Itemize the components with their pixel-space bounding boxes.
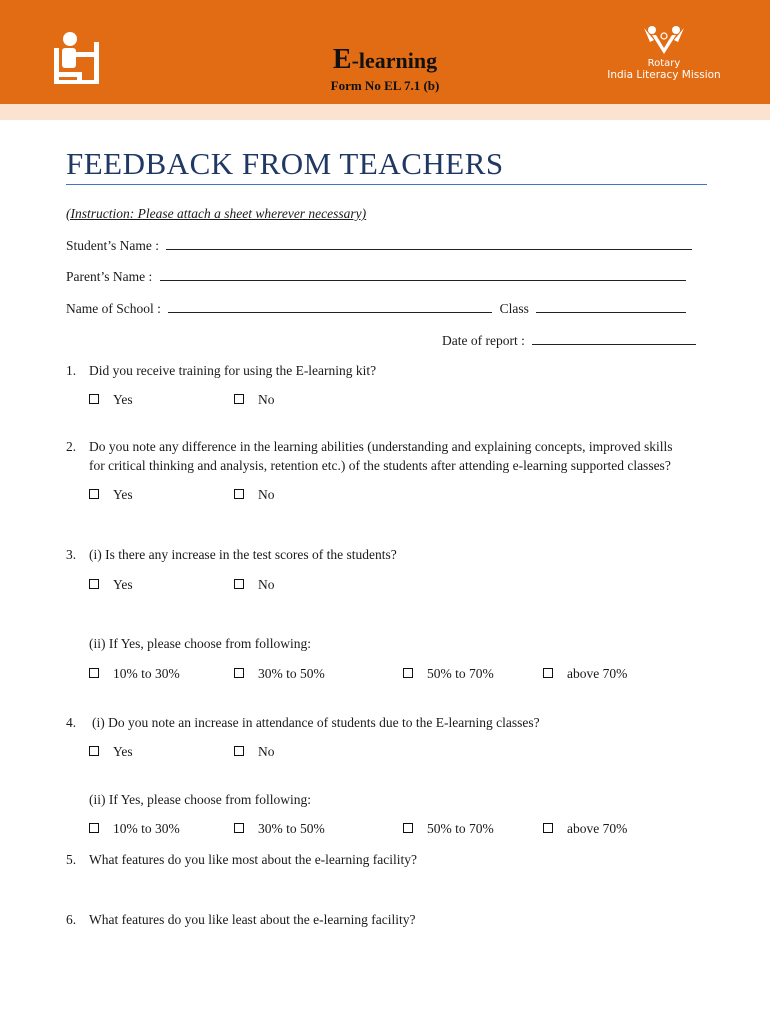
q3-range-option[interactable] — [89, 666, 180, 682]
q1-no-option[interactable] — [234, 392, 275, 408]
title-divider — [66, 184, 707, 185]
school-name-field[interactable] — [168, 300, 492, 313]
q2-no-option[interactable] — [234, 487, 275, 503]
parent-name-row — [66, 268, 686, 285]
question-3-text: (i) Is there any increase in the test scores of the students? — [89, 547, 397, 562]
checkbox-icon[interactable] — [543, 823, 553, 833]
date-row — [442, 332, 696, 349]
question-2-text-cont: for critical thinking and analysis, retention etc.) of the students after attending e-learning supported classes? — [89, 458, 671, 473]
q4-yes-option[interactable] — [89, 744, 133, 760]
question-1-text: Did you receive training for using the E-learning kit? — [89, 363, 377, 378]
checkbox-icon[interactable] — [403, 823, 413, 833]
school-name-label: Name of School : — [66, 301, 161, 316]
q4-range-option[interactable] — [543, 821, 627, 837]
option-label: No — [258, 487, 275, 502]
checkbox-icon[interactable] — [234, 489, 244, 499]
checkbox-icon[interactable] — [89, 823, 99, 833]
school-name-row — [66, 300, 686, 317]
option-label: above 70% — [567, 821, 628, 836]
question-number: 4. — [66, 715, 77, 730]
q3-yes-option[interactable] — [89, 577, 133, 593]
q4-no-option[interactable] — [234, 744, 275, 760]
q4-range-option[interactable] — [403, 821, 494, 837]
option-label: No — [258, 577, 275, 592]
form-number: Form No EL 7.1 (b) — [330, 78, 440, 93]
q3-no-option[interactable] — [234, 577, 275, 593]
question-4-subtext: (ii) If Yes, please choose from following: — [89, 792, 311, 807]
rotary-name: Rotary — [647, 58, 681, 69]
student-name-field[interactable] — [166, 237, 692, 250]
option-label: 10% to 30% — [113, 666, 180, 681]
option-label: No — [258, 744, 275, 759]
option-label: 30% to 50% — [258, 821, 325, 836]
rotary-mission: India Literacy Mission — [607, 69, 721, 81]
q4-range-option[interactable] — [89, 821, 180, 837]
option-label: 30% to 50% — [258, 666, 325, 681]
q3-range-option[interactable] — [403, 666, 494, 682]
header-title-rest: -learning — [351, 48, 438, 73]
option-label: Yes — [113, 487, 133, 502]
option-label: No — [258, 392, 275, 407]
checkbox-icon[interactable] — [234, 394, 244, 404]
option-label: above 70% — [567, 666, 628, 681]
class-label: Class — [499, 301, 529, 316]
question-number: 2. — [66, 439, 77, 454]
checkbox-icon[interactable] — [234, 668, 244, 678]
q3-range-option[interactable] — [234, 666, 325, 682]
checkbox-icon[interactable] — [89, 668, 99, 678]
question-5-text: What features do you like most about the e-learning facility? — [89, 852, 418, 867]
rotary-figures-icon — [634, 24, 694, 58]
checkbox-icon[interactable] — [89, 489, 99, 499]
q1-yes-option[interactable] — [89, 392, 133, 408]
question-6-text: What features do you like least about the e-learning facility? — [89, 912, 416, 927]
instruction-text: (Instruction: Please attach a sheet wherever necessary) — [66, 206, 367, 221]
date-field[interactable] — [532, 332, 696, 345]
student-name-row — [66, 237, 692, 254]
header-banner — [0, 0, 770, 104]
option-label: Yes — [113, 392, 133, 407]
checkbox-icon[interactable] — [89, 579, 99, 589]
question-3-subtext: (ii) If Yes, please choose from following: — [89, 636, 311, 651]
question-4-text: (i) Do you note an increase in attendance of students due to the E-learning classes? — [92, 715, 540, 730]
checkbox-icon[interactable] — [89, 394, 99, 404]
parent-name-label: Parent’s Name : — [66, 269, 153, 284]
question-2-text: Do you note any difference in the learning abilities (understanding and explaining concepts, improved skills — [89, 439, 673, 454]
q2-yes-option[interactable] — [89, 487, 133, 503]
option-label: 10% to 30% — [113, 821, 180, 836]
header-strip — [0, 104, 770, 120]
question-number: 3. — [66, 547, 77, 562]
option-label: Yes — [113, 577, 133, 592]
option-label: 50% to 70% — [427, 666, 494, 681]
checkbox-icon[interactable] — [89, 746, 99, 756]
checkbox-icon[interactable] — [234, 823, 244, 833]
date-label: Date of report : — [442, 333, 525, 348]
header-title-initial: E — [332, 44, 352, 75]
parent-name-field[interactable] — [160, 268, 686, 281]
option-label: Yes — [113, 744, 133, 759]
class-field[interactable] — [536, 300, 686, 313]
checkbox-icon[interactable] — [403, 668, 413, 678]
option-label: 50% to 70% — [427, 821, 494, 836]
page-title: FEEDBACK FROM TEACHERS — [66, 146, 504, 181]
checkbox-icon[interactable] — [543, 668, 553, 678]
checkbox-icon[interactable] — [234, 579, 244, 589]
question-number: 1. — [66, 363, 77, 378]
q3-range-option[interactable] — [543, 666, 627, 682]
rotary-logo — [604, 24, 724, 94]
question-number: 6. — [66, 912, 77, 927]
checkbox-icon[interactable] — [234, 746, 244, 756]
student-name-label: Student’s Name : — [66, 238, 159, 253]
question-number: 5. — [66, 852, 77, 867]
q4-range-option[interactable] — [234, 821, 325, 837]
